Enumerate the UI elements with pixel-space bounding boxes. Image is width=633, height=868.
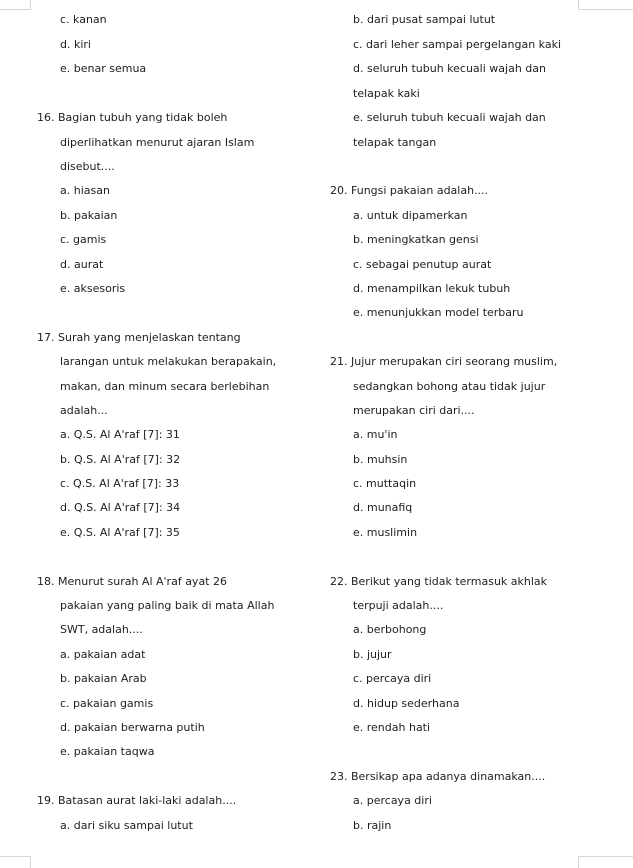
option-line: b. meningkatkan gensi [353,233,479,246]
option-line: a. Q.S. Al A'raf [7]: 31 [60,428,180,441]
option-line: a. percaya diri [353,794,432,807]
option-line: telapak kaki [353,87,420,100]
option-line: b. Q.S. Al A'raf [7]: 32 [60,453,181,466]
option-line: d. aurat [60,258,104,271]
question-text: disebut.... [60,160,115,173]
option-line: d. hidup sederhana [353,697,460,710]
option-line: e. rendah hati [353,721,431,734]
option-line: d. menampilkan lekuk tubuh [353,282,511,295]
question-text: 19. Batasan aurat laki-laki adalah.... [37,794,237,807]
option-line: e. benar semua [60,62,147,75]
option-line: c. kanan [60,13,107,26]
option-line: e. aksesoris [60,282,126,295]
option-line: c. gamis [60,233,107,246]
corner-mark-top-right [578,0,633,10]
option-line: c. pakaian gamis [60,697,154,710]
option-line: c. Q.S. Al A'raf [7]: 33 [60,477,180,490]
question-text: makan, dan minum secara berlebihan [60,380,270,393]
option-line: d. kiri [60,38,91,51]
option-line: d. seluruh tubuh kecuali wajah dan [353,62,546,75]
question-text: 17. Surah yang menjelaskan tentang [37,331,241,344]
option-line: a. berbohong [353,623,427,636]
option-line: c. sebagai penutup aurat [353,258,492,271]
corner-mark-top-left [0,0,31,10]
option-line: e. pakaian taqwa [60,745,155,758]
option-line: a. pakaian adat [60,648,146,661]
question-text: 23. Bersikap apa adanya dinamakan.... [330,770,546,783]
question-text: 21. Jujur merupakan ciri seorang muslim, [330,355,558,368]
option-line: a. mu'in [353,428,398,441]
question-text: 16. Bagian tubuh yang tidak boleh [37,111,228,124]
option-line: c. percaya diri [353,672,432,685]
option-line: b. pakaian Arab [60,672,147,685]
question-text: pakaian yang paling baik di mata Allah [60,599,275,612]
option-line: c. muttaqin [353,477,417,490]
option-line: b. dari pusat sampai lutut [353,13,496,26]
option-line: a. untuk dipamerkan [353,209,468,222]
question-text: SWT, adalah.... [60,623,143,636]
option-line: b. rajin [353,819,392,832]
corner-mark-bottom-left [0,856,31,868]
option-line: e. menunjukkan model terbaru [353,306,524,319]
option-line: d. munafiq [353,501,413,514]
question-text: sedangkan bohong atau tidak jujur [353,380,546,393]
question-text: diperlihatkan menurut ajaran Islam [60,136,255,149]
option-line: c. dari leher sampai pergelangan kaki [353,38,562,51]
option-line: a. hiasan [60,184,110,197]
question-text: merupakan ciri dari.... [353,404,475,417]
option-line: e. muslimin [353,526,418,539]
option-line: e. seluruh tubuh kecuali wajah dan [353,111,546,124]
option-line: b. jujur [353,648,392,661]
option-line: d. pakaian berwarna putih [60,721,205,734]
question-text: 20. Fungsi pakaian adalah.... [330,184,489,197]
question-text: adalah... [60,404,108,417]
option-line: d. Q.S. Al A'raf [7]: 34 [60,501,181,514]
question-text: terpuji adalah.... [353,599,444,612]
option-line: e. Q.S. Al A'raf [7]: 35 [60,526,180,539]
question-text: 18. Menurut surah Al A'raf ayat 26 [37,575,227,588]
corner-mark-bottom-right [578,856,633,868]
question-text: larangan untuk melakukan berapakain, [60,355,277,368]
option-line: a. dari siku sampai lutut [60,819,193,832]
question-text: 22. Berikut yang tidak termasuk akhlak [330,575,548,588]
option-line: b. muhsin [353,453,408,466]
option-line: telapak tangan [353,136,437,149]
option-line: b. pakaian [60,209,118,222]
